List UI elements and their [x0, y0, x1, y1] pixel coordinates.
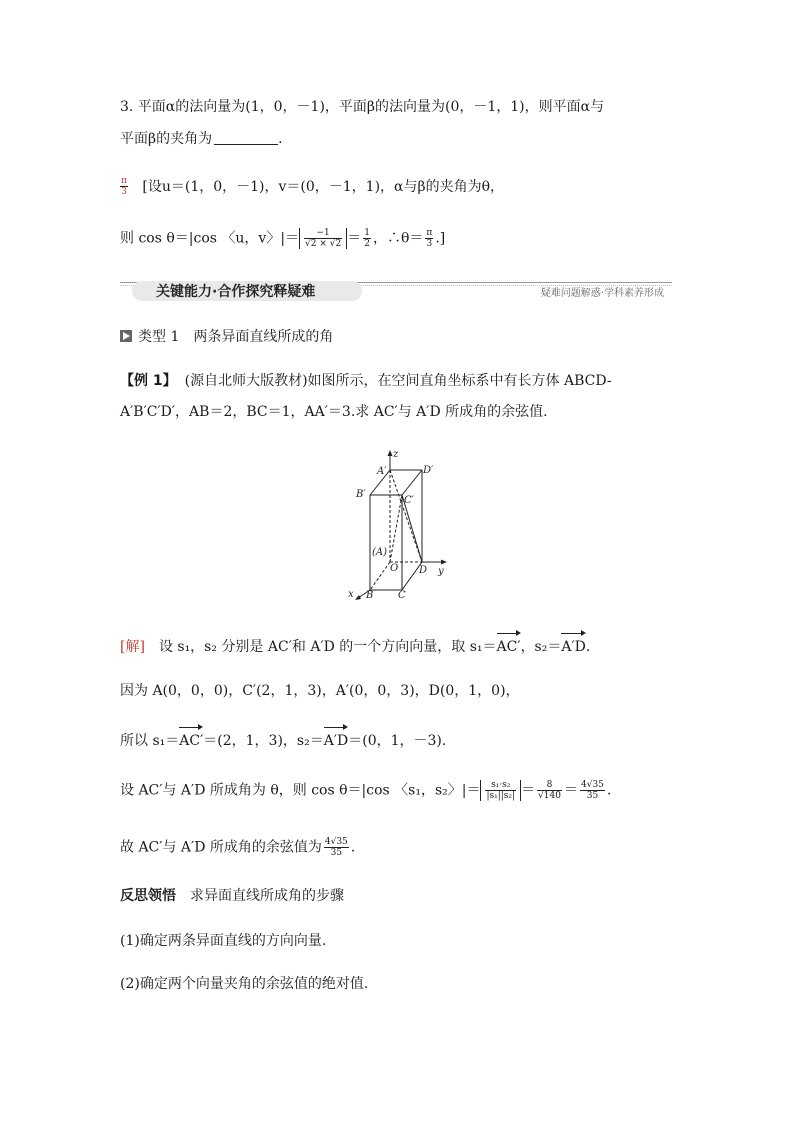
label-c: C	[398, 590, 406, 600]
cuboid-figure	[340, 450, 460, 600]
line-ac1	[390, 495, 402, 562]
answer-value-num: π	[121, 176, 127, 186]
question-3-line-1: 3. 平面α的法向量为(1，0，－1)，平面β的法向量为(0，－1，1)，则平面α与	[120, 99, 605, 115]
answer-line-2	[120, 228, 445, 249]
answer-value-den: 3	[121, 187, 127, 197]
final-fraction-num: 4√35	[324, 837, 348, 847]
answer-end: .]	[435, 230, 446, 247]
cos-fraction-2-den: √140	[538, 791, 561, 801]
label-b1: B′	[356, 489, 366, 500]
vector-a1d: A′D	[561, 639, 586, 655]
section-banner	[120, 281, 672, 303]
solution-line-2: 因为 A(0，0，0)，C′(2，1，3)，A′(0，0，3)，D(0，1，0)，	[120, 683, 520, 699]
cos-fraction-2-num: 8	[537, 780, 562, 791]
reflection-title: 求异面直线所成角的步骤	[190, 888, 344, 904]
label-d: D	[419, 565, 428, 576]
answer-fraction-den: √2 × √2	[305, 239, 342, 249]
vector-ac1-2: AC′	[179, 733, 204, 749]
cos-fraction-1-num: s₁·s₂	[485, 780, 516, 791]
banner-subtitle: 疑难问题解惑·学科素养形成	[540, 288, 664, 299]
solution-text-4-end: .	[606, 782, 612, 799]
solution-text-3: 所以 s₁＝	[120, 733, 180, 749]
z-arrow-icon	[388, 450, 393, 456]
line-a1d	[390, 470, 422, 562]
cos-fraction-1-den: |s₁||s₂|	[486, 791, 516, 801]
type-1-label: 类型 1	[138, 329, 180, 345]
label-y: y	[438, 566, 444, 577]
solution-tag: [解]	[120, 639, 145, 655]
solution-line-1	[120, 637, 590, 657]
solution-line-3	[120, 731, 446, 751]
final-fraction-den: 35	[330, 848, 343, 858]
solution-eq-2: ＝	[563, 782, 578, 799]
answer-therefore: ，∴θ＝	[372, 230, 424, 247]
reflection-heading	[120, 886, 344, 906]
x-arrow-icon	[355, 595, 361, 600]
solution-line-4	[120, 780, 611, 801]
label-a1: A′	[377, 466, 387, 477]
cos-fraction-3	[580, 780, 605, 801]
solution-text-5: 故 AC′与 A′D 所成角的余弦值为	[120, 839, 322, 856]
answer-half-num: 1	[364, 228, 370, 238]
label-o: O	[390, 563, 399, 574]
cos-fraction-1	[485, 780, 516, 801]
type-1-title: 两条异面直线所成的角	[193, 329, 334, 345]
answer-fraction	[304, 228, 342, 249]
reflection-step-2: (2)确定两个向量夹角的余弦值的绝对值.	[120, 976, 369, 992]
example-1-tag: 【例 1】	[120, 373, 177, 389]
label-x: x	[348, 589, 354, 600]
answer-equals: ＝	[347, 230, 362, 247]
solution-text-3b: ＝(2，1，3)，s₂＝	[203, 733, 324, 749]
edge-c1d1	[402, 470, 422, 495]
final-fraction	[324, 837, 349, 858]
cos-fraction-2	[537, 780, 562, 801]
answer-theta-den: 3	[426, 239, 433, 249]
answer-text-2: 则 cos θ＝|cos 〈u，v〉|＝	[120, 230, 300, 247]
banner-title: 关键能力·合作探究释疑难	[132, 281, 362, 301]
reflection-step-1: (1)确定两条异面直线的方向向量.	[120, 933, 327, 949]
answer-blank	[214, 130, 278, 145]
answer-value	[120, 176, 128, 197]
example-1-line-2: A′B′C′D′，AB＝2，BC＝1，AA′＝3.求 AC′与 A′D 所成角的余弦值.	[120, 404, 548, 420]
answer-fraction-num: −1	[304, 228, 342, 239]
answer-half-den: 2	[364, 239, 370, 249]
cos-fraction-3-den: 35	[586, 791, 599, 801]
question-3-text: 平面β的夹角为	[120, 131, 213, 147]
label-c1: C′	[404, 495, 414, 506]
solution-text-1c: .	[585, 639, 591, 655]
question-3-period: .	[278, 131, 283, 147]
example-1-text-1: (源自北师大版教材)如图所示，在空间直角坐标系中有长方体 ABCD-	[184, 373, 612, 389]
question-3-line-2	[120, 129, 283, 149]
y-arrow-icon	[441, 560, 447, 565]
answer-line-1	[118, 176, 504, 197]
solution-text-1b: ，s₂＝	[520, 639, 562, 655]
answer-theta-num: π	[426, 228, 433, 238]
solution-text-5-end: .	[350, 839, 356, 856]
example-1-line-1	[120, 371, 612, 391]
vector-ac1: AC′	[496, 639, 521, 655]
solution-text-1: 设 s₁，s₂ 分别是 AC′和 A′D 的一个方向向量，取 s₁＝	[158, 639, 497, 655]
solution-text-3c: ＝(0，1，－3).	[348, 733, 447, 749]
solution-eq-1: ＝	[521, 782, 536, 799]
label-z: z	[393, 450, 399, 460]
vector-a1d-2: A′D	[323, 733, 349, 749]
type-1-heading	[120, 327, 333, 347]
cos-fraction-3-num: 4√35	[580, 780, 604, 790]
answer-half	[363, 228, 371, 249]
label-b: B	[366, 590, 374, 600]
answer-text-1: [设u＝(1，0，－1)，v＝(0，－1，1)，α与β的夹角为θ，	[142, 178, 505, 195]
answer-theta	[425, 228, 433, 249]
label-a: (A)	[372, 547, 388, 558]
reflection-label: 反思领悟	[120, 888, 176, 904]
label-d1: D′	[423, 465, 434, 476]
solution-text-4: 设 AC′与 A′D 所成角为 θ，则 cos θ＝|cos 〈s₁，s₂〉|＝	[120, 782, 481, 799]
solution-line-5	[120, 837, 355, 858]
edge-ab	[370, 562, 390, 590]
play-triangle-icon	[120, 330, 132, 342]
